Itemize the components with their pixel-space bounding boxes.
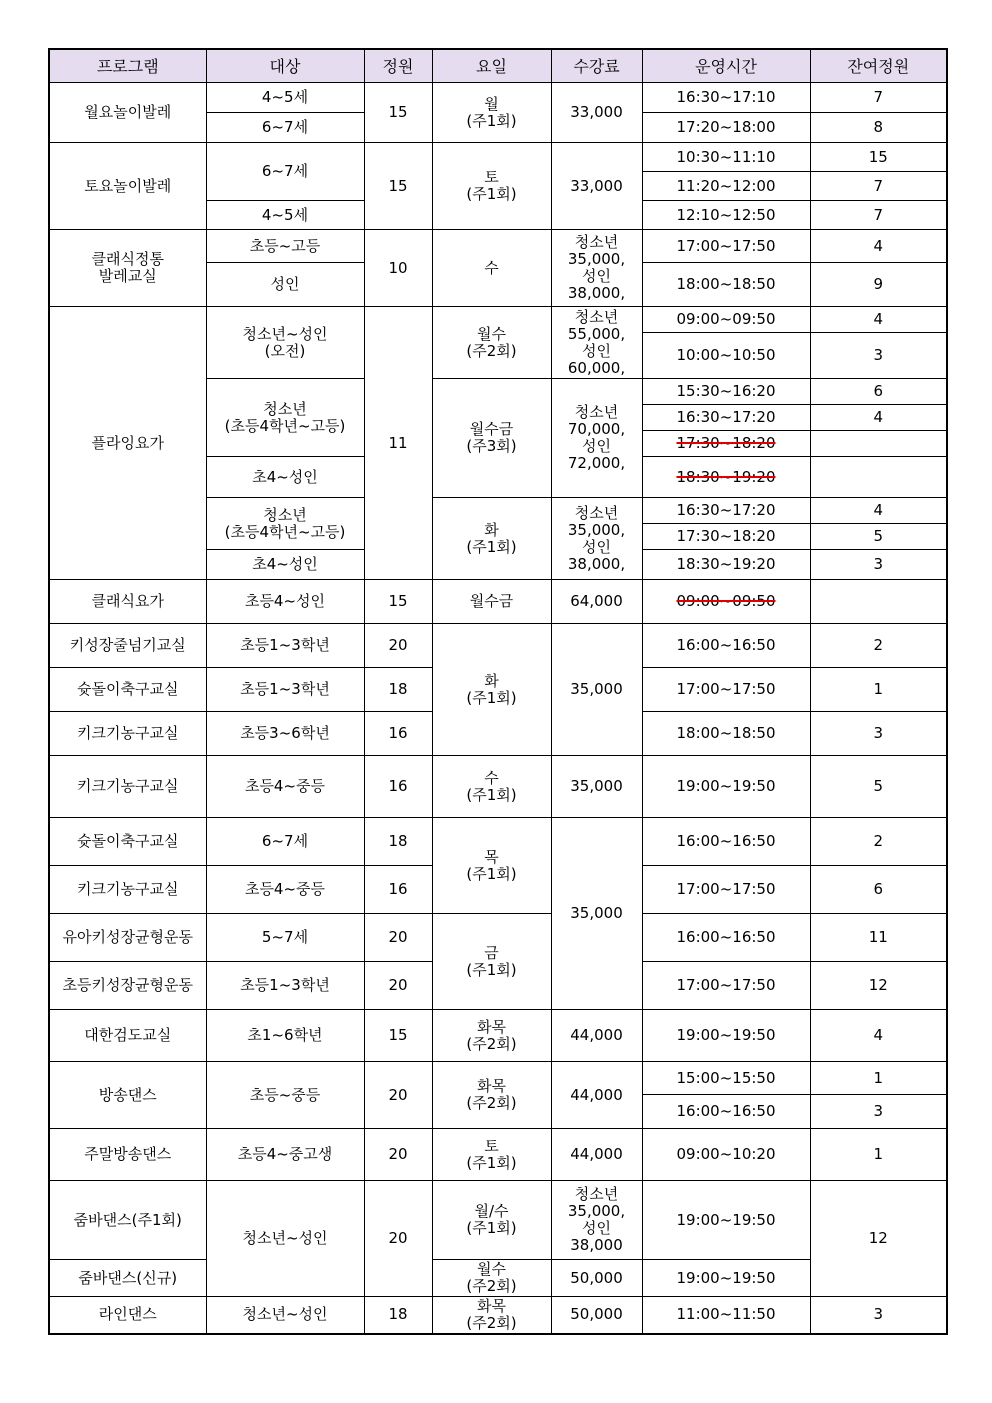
- program-cell: 주말방송댄스: [49, 1129, 206, 1181]
- fee-cell: 청소년 35,000, 성인 38,000: [551, 1181, 642, 1260]
- days-cell: 화목 (주2회): [432, 1010, 551, 1062]
- time-cell: 16:00~16:50: [642, 914, 810, 962]
- time-cell: 15:00~15:50: [642, 1062, 810, 1095]
- target-cell: 6~7세: [206, 113, 364, 143]
- capacity-cell: 20: [364, 1062, 432, 1129]
- remaining-cell: [810, 580, 947, 624]
- remaining-cell: [810, 431, 947, 457]
- capacity-cell: 18: [364, 1297, 432, 1334]
- target-cell: 초4~성인: [206, 550, 364, 580]
- target-cell: 성인: [206, 263, 364, 307]
- remaining-cell: 12: [810, 1181, 947, 1297]
- target-cell: 초등4~중등: [206, 756, 364, 818]
- fee-cell: 50,000: [551, 1297, 642, 1334]
- table-row: [49, 83, 947, 113]
- program-cell: 줌바댄스(신규): [49, 1260, 206, 1297]
- program-cell: 줌바댄스(주1회): [49, 1181, 206, 1260]
- remaining-cell: 6: [810, 379, 947, 405]
- schedule-table: [48, 48, 948, 1335]
- table-row: [49, 914, 947, 962]
- days-cell: 금 (주1회): [432, 914, 551, 1010]
- header-program: 프로그램: [49, 49, 206, 83]
- fee-cell: 33,000: [551, 83, 642, 143]
- target-cell: 초등1~3학년: [206, 668, 364, 712]
- remaining-cell: 7: [810, 172, 947, 201]
- target-cell: 초등3~6학년: [206, 712, 364, 756]
- target-cell: 6~7세: [206, 143, 364, 201]
- target-cell: 청소년~성인: [206, 1297, 364, 1334]
- fee-cell: 청소년 55,000, 성인 60,000,: [551, 307, 642, 379]
- capacity-cell: 18: [364, 668, 432, 712]
- time-cell: 17:00~17:50: [642, 230, 810, 263]
- target-cell: 청소년 (초등4학년~고등): [206, 379, 364, 457]
- header-time: 운영시간: [642, 49, 810, 83]
- capacity-cell: 10: [364, 230, 432, 307]
- fee-cell: 청소년 35,000, 성인 38,000,: [551, 498, 642, 580]
- fee-cell: 청소년 70,000, 성인 72,000,: [551, 379, 642, 498]
- program-cell: 키성장줄넘기교실: [49, 624, 206, 668]
- remaining-cell: 4: [810, 405, 947, 431]
- program-cell: 라인댄스: [49, 1297, 206, 1334]
- program-cell: 토요놀이발레: [49, 143, 206, 230]
- header-fee: 수강료: [551, 49, 642, 83]
- time-cell: 10:00~10:50: [642, 333, 810, 379]
- remaining-cell: 3: [810, 1297, 947, 1334]
- days-cell: 월수금: [432, 580, 551, 624]
- program-cell: 월요놀이발레: [49, 83, 206, 143]
- header-target: 대상: [206, 49, 364, 83]
- days-cell: 월/수 (주1회): [432, 1181, 551, 1260]
- time-cell: 09:00~09:50: [642, 307, 810, 333]
- fee-cell: 44,000: [551, 1129, 642, 1181]
- remaining-cell: 11: [810, 914, 947, 962]
- table-row: [49, 580, 947, 624]
- target-cell: 초등~중등: [206, 1062, 364, 1129]
- target-cell: 5~7세: [206, 914, 364, 962]
- remaining-cell: 12: [810, 962, 947, 1010]
- capacity-cell: 20: [364, 624, 432, 668]
- days-cell: 화목 (주2회): [432, 1062, 551, 1129]
- remaining-cell: 6: [810, 866, 947, 914]
- target-cell: 초등4~중고생: [206, 1129, 364, 1181]
- days-cell: 토 (주1회): [432, 143, 551, 230]
- target-cell: 4~5세: [206, 83, 364, 113]
- program-cell: 슛돌이축구교실: [49, 818, 206, 866]
- target-cell: 초등4~중등: [206, 866, 364, 914]
- days-cell: 목 (주1회): [432, 818, 551, 914]
- days-cell: 화목 (주2회): [432, 1297, 551, 1334]
- time-cell: 16:00~16:50: [642, 624, 810, 668]
- days-cell: 월수금 (주3회): [432, 379, 551, 498]
- remaining-cell: 2: [810, 624, 947, 668]
- capacity-cell: 18: [364, 818, 432, 866]
- table-row: [49, 756, 947, 818]
- remaining-cell: 8: [810, 113, 947, 143]
- time-cell: 19:00~19:50: [642, 1010, 810, 1062]
- time-cell: 19:00~19:50: [642, 1260, 810, 1297]
- program-cell: 키크기농구교실: [49, 756, 206, 818]
- table-row: [49, 1297, 947, 1334]
- time-cell: 18:00~18:50: [642, 712, 810, 756]
- fee-cell: 청소년 35,000, 성인 38,000,: [551, 230, 642, 307]
- fee-cell: 35,000: [551, 818, 642, 1010]
- fee-cell: 64,000: [551, 580, 642, 624]
- time-cell: 11:00~11:50: [642, 1297, 810, 1334]
- time-cell: 18:30~19:20: [642, 550, 810, 580]
- remaining-cell: 4: [810, 307, 947, 333]
- header-remaining: 잔여정원: [810, 49, 947, 83]
- remaining-cell: 3: [810, 1095, 947, 1129]
- time-cell: 11:20~12:00: [642, 172, 810, 201]
- program-cell: 초등키성장균형운동: [49, 962, 206, 1010]
- time-cell: 17:00~17:50: [642, 962, 810, 1010]
- table-row: [49, 1062, 947, 1095]
- table-row: [49, 307, 947, 333]
- table-row: [49, 1129, 947, 1181]
- time-cell: 16:00~16:50: [642, 818, 810, 866]
- remaining-cell: 4: [810, 1010, 947, 1062]
- days-cell: 화 (주1회): [432, 498, 551, 580]
- remaining-cell: 7: [810, 201, 947, 230]
- fee-cell: 33,000: [551, 143, 642, 230]
- capacity-cell: 15: [364, 83, 432, 143]
- time-cell: 16:30~17:20: [642, 498, 810, 524]
- program-cell: 클래식요가: [49, 580, 206, 624]
- days-cell: 월수 (주2회): [432, 1260, 551, 1297]
- remaining-cell: 5: [810, 756, 947, 818]
- capacity-cell: 15: [364, 143, 432, 230]
- time-cell: 17:00~17:50: [642, 866, 810, 914]
- time-cell: 12:10~12:50: [642, 201, 810, 230]
- remaining-cell: 1: [810, 1129, 947, 1181]
- fee-cell: 35,000: [551, 756, 642, 818]
- remaining-cell: 1: [810, 668, 947, 712]
- program-cell: 키크기농구교실: [49, 712, 206, 756]
- target-cell: 초1~6학년: [206, 1010, 364, 1062]
- fee-cell: 44,000: [551, 1062, 642, 1129]
- days-cell: 화 (주1회): [432, 624, 551, 756]
- header-days: 요일: [432, 49, 551, 83]
- target-cell: 초등~고등: [206, 230, 364, 263]
- capacity-cell: 15: [364, 1010, 432, 1062]
- time-cell: 16:30~17:20: [642, 405, 810, 431]
- target-cell: 초등4~성인: [206, 580, 364, 624]
- days-cell: 월수 (주2회): [432, 307, 551, 379]
- program-cell: 플라잉요가: [49, 307, 206, 580]
- capacity-cell: 16: [364, 712, 432, 756]
- program-cell: 유아키성장균형운동: [49, 914, 206, 962]
- remaining-cell: 7: [810, 83, 947, 113]
- remaining-cell: 15: [810, 143, 947, 172]
- table-row: [49, 143, 947, 172]
- target-cell: 초4~성인: [206, 457, 364, 498]
- table-row: [49, 1010, 947, 1062]
- target-cell: 청소년 (초등4학년~고등): [206, 498, 364, 550]
- capacity-cell: 11: [364, 307, 432, 580]
- program-cell: 방송댄스: [49, 1062, 206, 1129]
- capacity-cell: 16: [364, 866, 432, 914]
- program-cell: 키크기농구교실: [49, 866, 206, 914]
- remaining-cell: 3: [810, 333, 947, 379]
- capacity-cell: 16: [364, 756, 432, 818]
- remaining-cell: 3: [810, 712, 947, 756]
- capacity-cell: 15: [364, 580, 432, 624]
- time-cell: 16:30~17:10: [642, 83, 810, 113]
- remaining-cell: 2: [810, 818, 947, 866]
- time-cell: 09:00~10:20: [642, 1129, 810, 1181]
- table-row: [49, 818, 947, 866]
- fee-cell: 50,000: [551, 1260, 642, 1297]
- time-cell: 18:00~18:50: [642, 263, 810, 307]
- fee-cell: 35,000: [551, 624, 642, 756]
- time-cell: 16:00~16:50: [642, 1095, 810, 1129]
- remaining-cell: 1: [810, 1062, 947, 1095]
- target-cell: 초등1~3학년: [206, 624, 364, 668]
- remaining-cell: 4: [810, 498, 947, 524]
- header-capacity: 정원: [364, 49, 432, 83]
- remaining-cell: 5: [810, 524, 947, 550]
- table-row: [49, 1181, 947, 1260]
- program-cell: 클래식정통 발레교실: [49, 230, 206, 307]
- days-cell: 수: [432, 230, 551, 307]
- days-cell: 토 (주1회): [432, 1129, 551, 1181]
- table-row: [49, 624, 947, 668]
- remaining-cell: 9: [810, 263, 947, 307]
- capacity-cell: 20: [364, 962, 432, 1010]
- target-cell: 청소년~성인 (오전): [206, 307, 364, 379]
- header-row: [49, 49, 947, 83]
- remaining-cell: 4: [810, 230, 947, 263]
- capacity-cell: 20: [364, 914, 432, 962]
- time-cell-cancelled: 18:30~19:20: [642, 457, 810, 498]
- time-cell-cancelled: 17:30~18:20: [642, 431, 810, 457]
- target-cell: 초등1~3학년: [206, 962, 364, 1010]
- fee-cell: 44,000: [551, 1010, 642, 1062]
- capacity-cell: 20: [364, 1181, 432, 1297]
- target-cell: 4~5세: [206, 201, 364, 230]
- time-cell-cancelled: 09:00~09:50: [642, 580, 810, 624]
- target-cell: 6~7세: [206, 818, 364, 866]
- time-cell: 15:30~16:20: [642, 379, 810, 405]
- program-cell: 슛돌이축구교실: [49, 668, 206, 712]
- remaining-cell: [810, 457, 947, 498]
- days-cell: 수 (주1회): [432, 756, 551, 818]
- remaining-cell: 3: [810, 550, 947, 580]
- capacity-cell: 20: [364, 1129, 432, 1181]
- table-row: [49, 230, 947, 263]
- program-cell: 대한검도교실: [49, 1010, 206, 1062]
- time-cell: 17:30~18:20: [642, 524, 810, 550]
- time-cell: 19:00~19:50: [642, 1181, 810, 1260]
- time-cell: 17:00~17:50: [642, 668, 810, 712]
- time-cell: 19:00~19:50: [642, 756, 810, 818]
- time-cell: 17:20~18:00: [642, 113, 810, 143]
- target-cell: 청소년~성인: [206, 1181, 364, 1297]
- time-cell: 10:30~11:10: [642, 143, 810, 172]
- days-cell: 월 (주1회): [432, 83, 551, 143]
